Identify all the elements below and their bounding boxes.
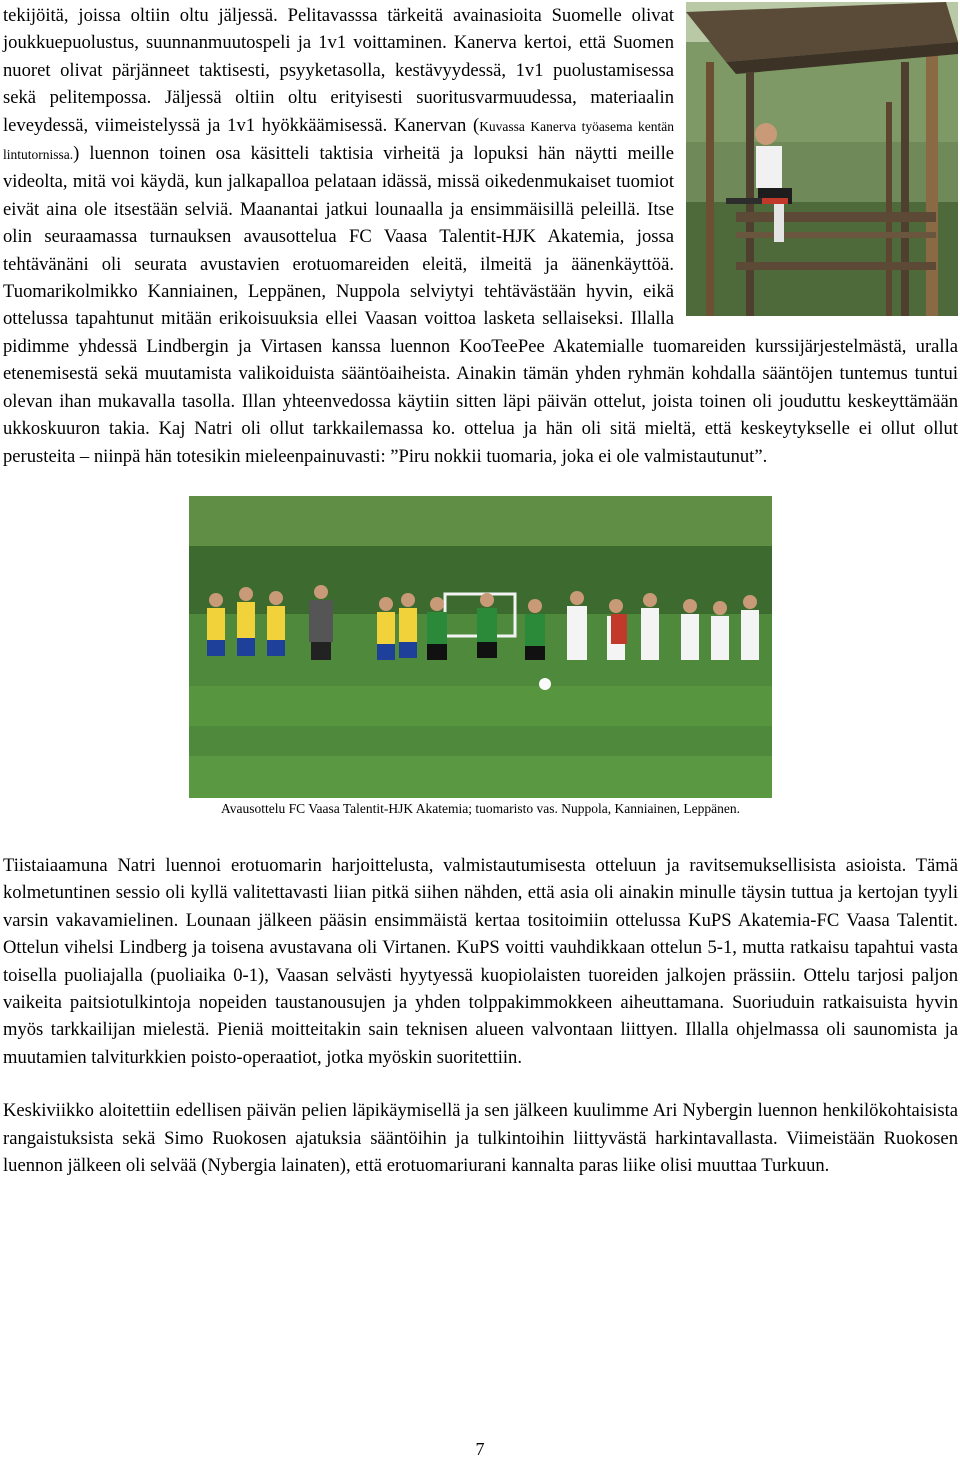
- page-number: 7: [475, 1439, 485, 1459]
- paragraph-3: Keskiviikko aloitettiin edellisen päivän pelien läpikäymisellä ja sen jälkeen kuulimme Ari Nybergin luennon henkilökohtaisista rangaistuksista sekä Simo Ruokosen ajatuksia sääntöihin ja tulkintoihin liittyvästä harkintavallasta. Viimeistään Ruokosen luennon jälkeen oli selvää (Nybergia lainaten), että erotuomariurani kannalta paras liike olisi muuttaa Turkuun.: [3, 1100, 958, 1176]
- paragraph-2: Tiistaiaamuna Natri luennoi erotuomarin harjoittelusta, valmistautumisesta otteluun ja ravitsemuksellisista asioista. Tämä kolmetuntinen sessio oli kyllä valitettavasti liian pitkä siihen nähden, että asia oli ainakin minulle täysin tuttua ja kertojan tyyli varsin vakavamielinen. Lounaan jälkeen pääsin ensimmäistä kertaa tositoimiin ottelussa KuPS Akatemia-FC Vaasa Talentit. Ottelun vihelsi Lindberg ja toisena avustavana oli Virtanen. KuPS voitti vauhdikkaan ottelun 5-1, mutta ratkaisu tapahtui vasta toisella puoliajalla (puoliaika 0-1), Vaasan selvästi hyytyessä kuopiolaisten tuoreiden jalkojen prässiin. Ottelu tarjosi paljon vaikeita paitsiotulkintoja nopeiden taustanousujen ja yhden tolppakimmokkeen aiheuttamana. Suoriuduin ratkaisuista hyvin myös tarkkailijan mielestä. Pieniä moitteitakin sain teknisen alueen valvontaan liittyen. Illalla ohjelmassa oli saunomista ja muutamien talviturkkien poisto-operaatiot, jotka myöskin suoritettiin.: [3, 854, 958, 1068]
- photo-caption: Avausottelu FC Vaasa Talentit-HJK Akatemia; tuomaristo vas. Nuppola, Kanniainen, Leppänen.: [220, 800, 741, 816]
- inline-photo-caption: Kuvassa Kanerva työasema kentän lintutornissa.: [3, 118, 674, 163]
- team-lineup-photo: [189, 496, 772, 798]
- tower-photo: [686, 2, 958, 316]
- paragraph-1-text-b: ) luennon toinen osa käsitteli taktisia virheitä ja lopuksi hän näytti meille videolta, mitä voi käydä, kun jalkapalloa pelataan idässä, missä oikedenmukaiset tuomiot eivät aina ole itsestään selviä. Maanantai jatkui lounaalla ja ensimmäisillä peleillä. Itse olin seuraamassa turnauksen avausottelua FC Vaasa Talentit-HJK Akatemia, jossa tehtävänäni oli seurata avustavien erotuomareiden eleitä, ilmeitä ja äänenkäyttöä. Tuomarikolmikko Kanniainen, Leppänen, Nuppola selviytyi tehtävästään hyvin, eikä ottelussa tapahtunut mitään erikoisuuksia ellei Vaasan voittoa lasketa sellaiseksi. Illalla pidimme yhdessä Lindbergin ja Virtasen kanssa luennon KooTeePee Akatemialle tuomareiden kurssijärjestelmästä, uralla etenemisestä sekä muutamista valikoiduista sääntöaiheista. Ainakin tämän yhden ryhmän kohdalla sääntöjen tuntemus tuntui olevan ihan mukavalla tasolla. Illan yhteenvedossa käytiin sitten läpi päivän ottelut, joista toinen oli jouduttu keskeyttämään ukkoskuuron takia. Kaj Natri oli ollut tarkkailemassa ko. ottelua ja hän oli sitä mieltä, että keskeytykselle ei ollut ollut perusteita – niinpä hän totesikin mieleenpainuvasti: ”Piru nokkii tuomaria, joka ei ole valmistautunut”.: [3, 143, 958, 467]
- document-page: [3, 2, 958, 1179]
- paragraph-1-text-a: tekijöitä, joissa oltiin oltu jäljessä. Pelitavasssa tärkeitä avainasioita Suomelle olivat joukkuepuolustus, suunnanmuutospeli ja 1v1 voittaminen. Kanerva kertoi, että Suomen nuoret olivat pärjänneet taktisesti, psyyketasolla, kestävyydessä, 1v1 puolustamisessa sekä pelitempossa. Jäljessä oltiin oltu erityisesti suoritusvarmuudessa, materiaalin leveydessä, viimeistelyssä ja 1v1 hyökkäämisessä. Kanervan (: [3, 5, 674, 136]
- paragraph-1: [3, 2, 958, 470]
